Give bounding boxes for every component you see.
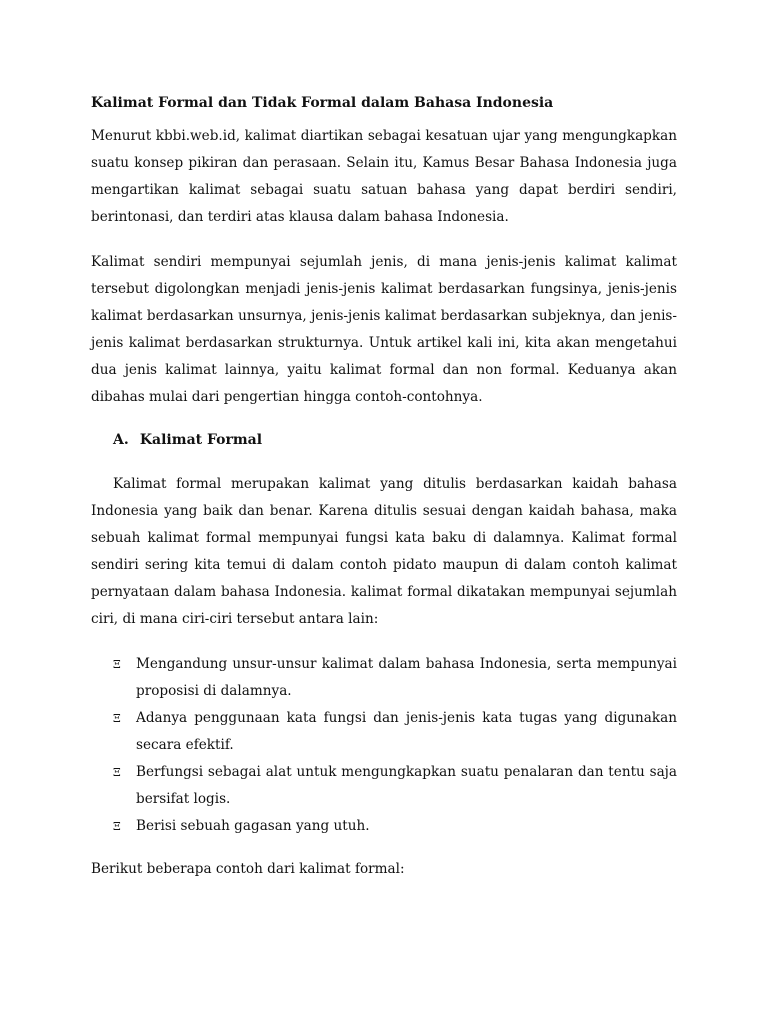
section-a-heading xyxy=(113,429,677,451)
bullet-icon: Ξ xyxy=(113,712,121,725)
list-item xyxy=(91,705,677,759)
list-item xyxy=(91,651,677,705)
section-a-letter: A. xyxy=(113,432,129,448)
document-title: Kalimat Formal dan Tidak Formal dalam Bahasa Indonesia xyxy=(91,95,554,111)
characteristics-list xyxy=(91,651,677,840)
list-item-text: Adanya penggunaan kata fungsi dan jenis-jenis kata tugas yang digunakan secara efektif. xyxy=(136,710,677,753)
section-a-paragraph: Kalimat formal merupakan kalimat yang ditulis berdasarkan kaidah bahasa Indonesia yang baik dan benar. Karena ditulis sesuai dengan kaidah bahasa, maka sebuah kalimat formal mempunyai fungsi kata baku di dalamnya. Kalimat formal sendiri sering kita temui di dalam contoh pidato maupun di dalam contoh kalimat pernyataan dalam bahasa Indonesia. kalimat formal dikatakan mempunyai sejumlah ciri, di mana ciri-ciri tersebut antara lain: xyxy=(91,476,677,627)
bullet-icon: Ξ xyxy=(113,658,121,671)
closing-line: Berikut beberapa contoh dari kalimat formal: xyxy=(91,861,405,877)
list-item-text: Berfungsi sebagai alat untuk mengungkapkan suatu penalaran dan tentu saja bersifat logis. xyxy=(136,764,677,807)
list-item xyxy=(91,759,677,813)
bullet-icon: Ξ xyxy=(113,766,121,779)
intro-paragraph: Menurut kbbi.web.id, kalimat diartikan sebagai kesatuan ujar yang mengungkapkan suatu konsep pikiran dan perasaan. Selain itu, Kamus Besar Bahasa Indonesia juga mengartikan kalimat sebagai suatu satuan bahasa yang dapat berdiri sendiri, berintonasi, dan terdiri atas klausa dalam bahasa Indonesia. xyxy=(91,128,677,225)
types-paragraph: Kalimat sendiri mempunyai sejumlah jenis, di mana jenis-jenis kalimat kalimat tersebut digolongkan menjadi jenis-jenis kalimat berdasarkan fungsinya, jenis-jenis kalimat berdasarkan unsurnya, jenis-jenis kalimat berdasarkan subjeknya, dan jenis-jenis kalimat berdasarkan strukturnya. Untuk artikel kali ini, kita akan mengetahui dua jenis kalimat lainnya, yaitu kalimat formal dan non formal. Keduanya akan dibahas mulai dari pengertian hingga contoh-contohnya. xyxy=(91,254,677,405)
bullet-icon: Ξ xyxy=(113,820,121,833)
list-item-text: Mengandung unsur-unsur kalimat dalam bahasa Indonesia, serta mempunyai proposisi di dalamnya. xyxy=(136,656,677,699)
section-a-title: Kalimat Formal xyxy=(139,432,263,448)
list-item xyxy=(91,813,677,840)
list-item-text: Berisi sebuah gagasan yang utuh. xyxy=(136,818,370,834)
